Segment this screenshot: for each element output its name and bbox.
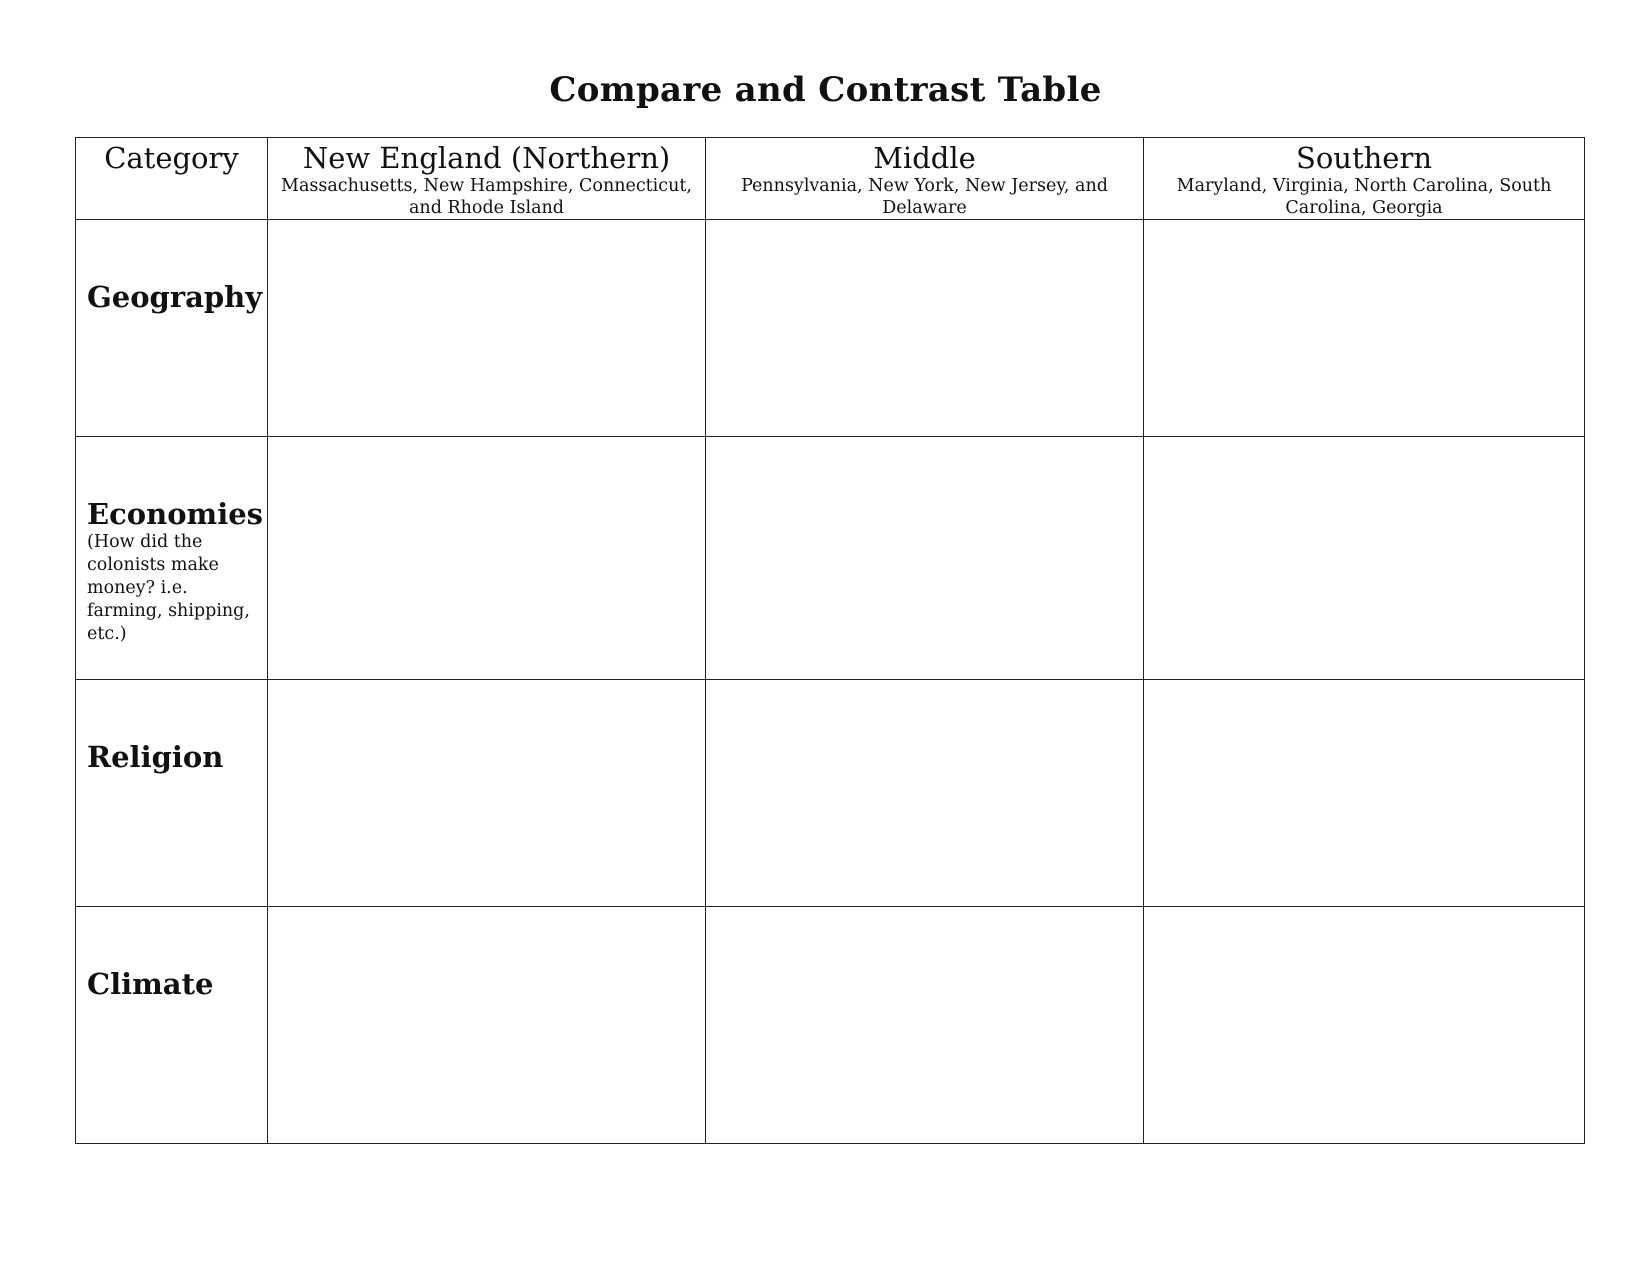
header-cell-category	[76, 138, 268, 220]
header-label-southern: Southern	[1295, 141, 1433, 175]
category-note-economies: (How did the colonists make money? i.e. farming, shipping, etc.)	[87, 532, 250, 644]
answer-cell-religion-new-england[interactable]	[268, 680, 706, 907]
answer-cell-climate-middle[interactable]	[706, 907, 1144, 1144]
table-row-climate	[76, 907, 1585, 1144]
category-label-religion: Religion	[87, 740, 224, 774]
category-label-economies: Economies	[87, 497, 264, 531]
header-subtitle-new-england: Massachusetts, New Hampshire, Connecticut, and Rhode Island	[281, 176, 692, 218]
page-title: Compare and Contrast Table	[549, 70, 1102, 110]
compare-contrast-table	[75, 137, 1585, 1144]
answer-cell-religion-southern[interactable]	[1144, 680, 1585, 907]
category-cell-climate	[76, 907, 268, 1144]
header-cell-new-england	[268, 138, 706, 220]
header-label-middle: Middle	[873, 141, 976, 175]
table-header-row	[76, 138, 1585, 220]
header-label-new-england: New England (Northern)	[302, 141, 671, 175]
answer-cell-economies-southern[interactable]	[1144, 437, 1585, 680]
header-subtitle-southern: Maryland, Virginia, North Carolina, South Carolina, Georgia	[1176, 176, 1552, 218]
header-cell-middle	[706, 138, 1144, 220]
table-row-religion	[76, 680, 1585, 907]
answer-cell-geography-southern[interactable]	[1144, 220, 1585, 437]
answer-cell-economies-middle[interactable]	[706, 437, 1144, 680]
category-label-climate: Climate	[87, 967, 214, 1001]
header-label-category: Category	[104, 141, 239, 175]
answer-cell-geography-middle[interactable]	[706, 220, 1144, 437]
header-cell-southern	[1144, 138, 1585, 220]
answer-cell-geography-new-england[interactable]	[268, 220, 706, 437]
category-cell-geography	[76, 220, 268, 437]
answer-cell-climate-southern[interactable]	[1144, 907, 1585, 1144]
table-row-economies	[76, 437, 1585, 680]
category-label-geography: Geography	[87, 280, 263, 314]
answer-cell-religion-middle[interactable]	[706, 680, 1144, 907]
answer-cell-climate-new-england[interactable]	[268, 907, 706, 1144]
header-subtitle-middle: Pennsylvania, New York, New Jersey, and Delaware	[741, 176, 1108, 218]
table-row-geography	[76, 220, 1585, 437]
category-cell-religion	[76, 680, 268, 907]
category-cell-economies	[76, 437, 268, 680]
answer-cell-economies-new-england[interactable]	[268, 437, 706, 680]
